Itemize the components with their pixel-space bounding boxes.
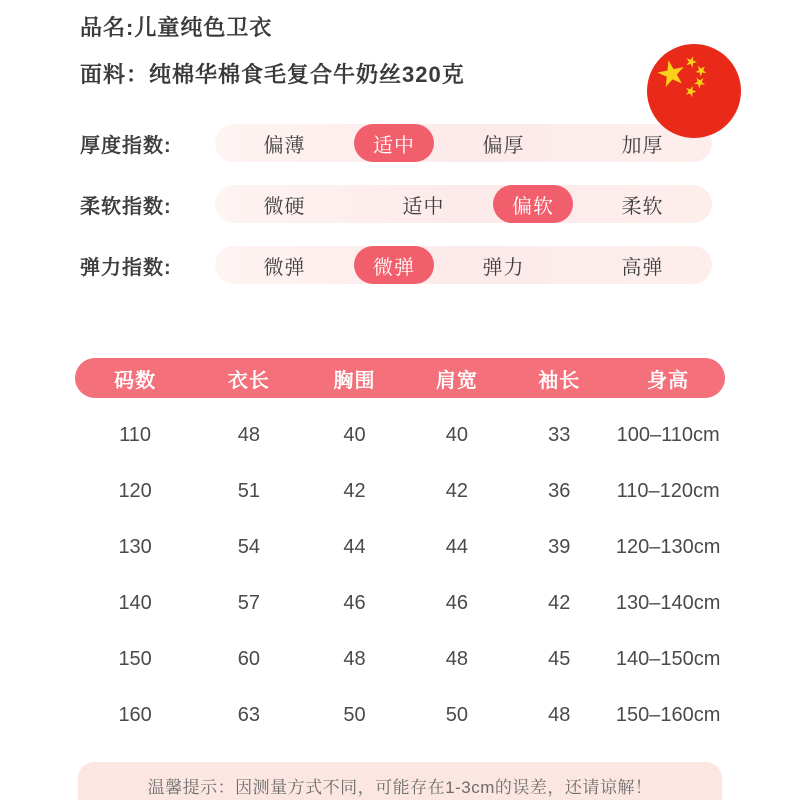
table-cell: 44 bbox=[445, 535, 468, 558]
thickness-index-scale bbox=[215, 124, 712, 162]
table-cell: 48 bbox=[343, 647, 366, 670]
col-header-chest: 胸围 bbox=[333, 369, 376, 392]
notice-text: 温馨提示：因测量方式不同，可能存在1-3cm的误差，还请谅解！ bbox=[147, 778, 653, 797]
index-option-selected: 适中 bbox=[354, 124, 434, 162]
china-flag-icon bbox=[647, 44, 741, 138]
product-fabric: 面料：纯棉华棉食毛复合牛奶丝320克 bbox=[80, 62, 465, 87]
table-cell: 46 bbox=[445, 591, 468, 614]
softness-index-label: 柔软指数: bbox=[80, 195, 172, 218]
table-cell: 50 bbox=[343, 703, 366, 726]
size-table-body bbox=[75, 407, 725, 743]
elasticity-index-scale bbox=[215, 246, 712, 284]
size-table bbox=[75, 358, 725, 743]
col-header-shoulder: 肩宽 bbox=[435, 369, 478, 392]
col-header-height: 身高 bbox=[647, 369, 690, 392]
softness-index-scale bbox=[215, 185, 712, 223]
table-row bbox=[75, 519, 725, 575]
table-cell: 150 bbox=[118, 647, 152, 670]
table-cell: 40 bbox=[445, 423, 468, 446]
table-cell: 54 bbox=[237, 535, 260, 558]
table-cell: 140 bbox=[118, 591, 152, 614]
table-cell: 40 bbox=[343, 423, 366, 446]
table-cell: 120 bbox=[118, 479, 152, 502]
table-row bbox=[75, 407, 725, 463]
col-header-size: 码数 bbox=[114, 369, 157, 392]
table-cell: 51 bbox=[237, 479, 260, 502]
table-row bbox=[75, 631, 725, 687]
table-cell: 160 bbox=[118, 703, 152, 726]
table-row bbox=[75, 463, 725, 519]
thickness-index-label: 厚度指数: bbox=[80, 134, 172, 157]
col-header-sleeve: 袖长 bbox=[538, 369, 581, 392]
table-cell: 39 bbox=[548, 535, 571, 558]
table-cell: 48 bbox=[445, 647, 468, 670]
softness-index-row bbox=[0, 185, 800, 223]
index-option: 适中 bbox=[402, 195, 445, 218]
table-cell: 45 bbox=[548, 647, 571, 670]
index-option: 柔软 bbox=[621, 195, 664, 218]
table-cell: 46 bbox=[343, 591, 366, 614]
index-option-selected: 微弹 bbox=[354, 246, 434, 284]
table-cell: 42 bbox=[343, 479, 366, 502]
table-cell: 33 bbox=[548, 423, 571, 446]
product-name: 品名:儿童纯色卫衣 bbox=[80, 15, 273, 40]
table-cell: 140–150cm bbox=[615, 647, 721, 670]
index-option: 微弹 bbox=[263, 256, 306, 279]
table-cell: 130 bbox=[118, 535, 152, 558]
table-cell: 57 bbox=[237, 591, 260, 614]
table-cell: 44 bbox=[343, 535, 366, 558]
index-option: 偏厚 bbox=[482, 134, 525, 157]
table-cell: 42 bbox=[548, 591, 571, 614]
table-cell: 63 bbox=[237, 703, 260, 726]
elasticity-index-label: 弹力指数: bbox=[80, 256, 172, 279]
index-option: 偏薄 bbox=[263, 134, 306, 157]
index-option: 弹力 bbox=[482, 256, 525, 279]
size-table-header bbox=[75, 358, 725, 398]
index-option: 高弹 bbox=[621, 256, 664, 279]
table-cell: 48 bbox=[237, 423, 260, 446]
index-option: 加厚 bbox=[621, 134, 664, 157]
index-option: 微硬 bbox=[263, 195, 306, 218]
table-cell: 36 bbox=[548, 479, 571, 502]
table-row bbox=[75, 575, 725, 631]
table-cell: 60 bbox=[237, 647, 260, 670]
col-header-length: 衣长 bbox=[227, 369, 270, 392]
table-cell: 42 bbox=[445, 479, 468, 502]
table-cell: 120–130cm bbox=[615, 535, 721, 558]
index-option-selected: 偏软 bbox=[493, 185, 573, 223]
table-cell: 110 bbox=[119, 423, 152, 446]
table-row bbox=[75, 687, 725, 743]
table-cell: 150–160cm bbox=[615, 703, 721, 726]
table-cell: 130–140cm bbox=[615, 591, 721, 614]
elasticity-index-row bbox=[0, 246, 800, 284]
notice-bar bbox=[78, 762, 722, 800]
table-cell: 50 bbox=[445, 703, 468, 726]
table-cell: 110–120cm bbox=[616, 479, 720, 502]
table-cell: 48 bbox=[548, 703, 571, 726]
table-cell: 100–110cm bbox=[616, 423, 720, 446]
